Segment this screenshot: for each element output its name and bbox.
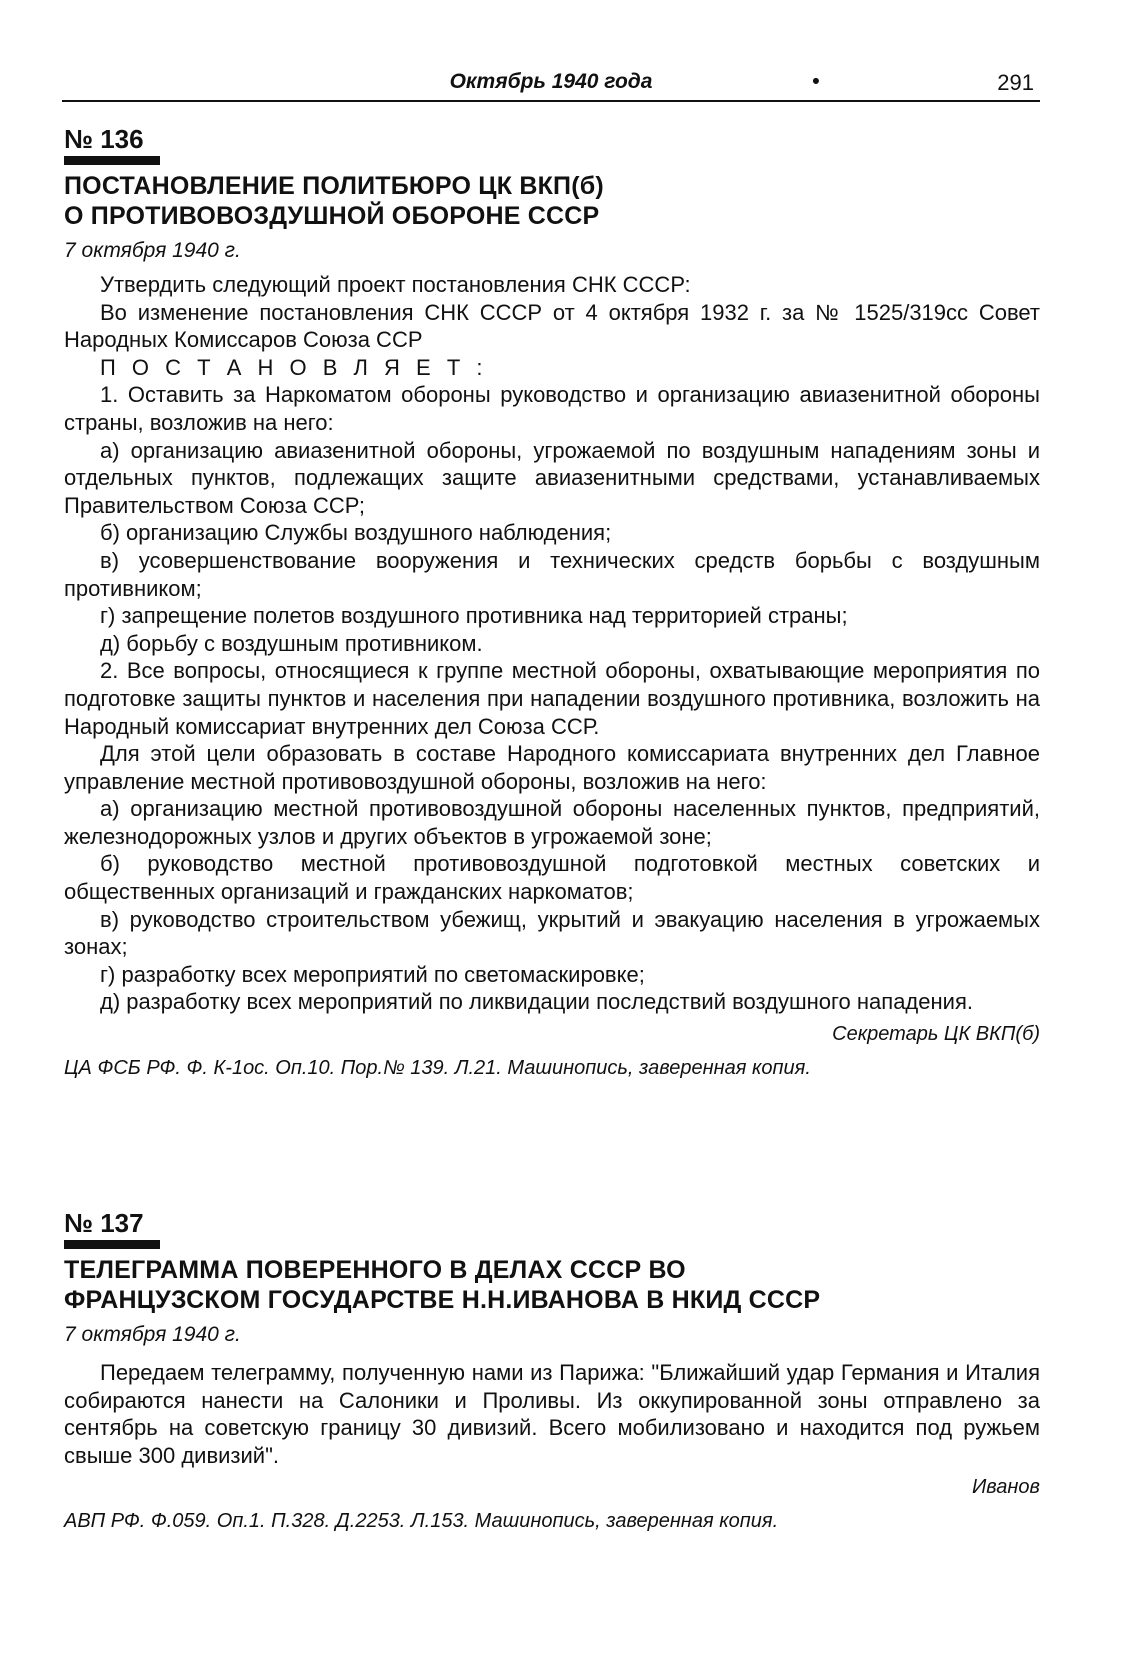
doc-136-para-1: Утвердить следующий проект постановления СНК СССР:	[100, 272, 691, 297]
doc-136-para-4: 1. Оставить за Наркоматом обороны руководство и организацию авиазенитной обороны страны, возложив на него:	[64, 382, 1040, 435]
doc-137-para-1: Передаем телеграмму, полученную нами из Парижа: "Ближайший удар Германия и Италия собираются нанести на Салоники и Проливы. Из оккупированной зоны отправлено за сентябрь на советскую границу 30 дивизий. Всего мобилизовано и находится под ружьем свыше 300 дивизий".	[64, 1360, 1040, 1468]
doc-136-date: 7 октября 1940 г.	[64, 239, 241, 262]
header-title: Октябрь 1940 года	[449, 70, 653, 93]
doc-137-date: 7 октября 1940 г.	[64, 1323, 241, 1346]
doc-136-para-6: б) организацию Службы воздушного наблюдения;	[100, 520, 612, 546]
doc-136-para-2: Во изменение постановления СНК СССР от 4 октября 1932 г. за № 1525/319сс Совет Народных Комиссаров Союза ССР	[64, 299, 1040, 353]
page-number: 291	[997, 70, 1034, 95]
doc-137-signature: Иванов	[972, 1476, 1040, 1499]
header-dot: •	[812, 70, 820, 93]
running-header	[62, 66, 1040, 102]
doc-136-signature: Секретарь ЦК ВКП(б)	[832, 1023, 1040, 1046]
doc-136-number: № 136	[64, 124, 144, 154]
doc-137-number: № 137	[64, 1208, 144, 1238]
doc-136-body	[64, 271, 1040, 1016]
doc-137-body	[64, 1359, 1040, 1469]
doc-136-para-12: а) организацию местной противовоздушной обороны населенных пунктов, предприятий, железнодорожных узлов и других объектов в угрожаемой зоне;	[64, 796, 1040, 849]
doc-136-para-13: б) руководство местной противовоздушной подготовкой местных советских и общественных организаций и гражданских наркоматов;	[64, 851, 1040, 905]
doc-136-para-11: Для этой цели образовать в составе Народного комиссариата внутренних дел Главное управление местной противовоздушной обороны, возложив на него:	[64, 741, 1040, 794]
doc-136-resolves: П О С Т А Н О В Л Я Е Т :	[100, 354, 488, 380]
doc-136-para-15: г) разработку всех мероприятий по светомаскировке;	[100, 961, 645, 987]
doc-137-title-line-2: ФРАНЦУЗСКОМ ГОСУДАРСТВЕ Н.Н.ИВАНОВА В НКИД СССР	[64, 1286, 821, 1314]
doc-136-para-14: в) руководство строительством убежищ, укрытий и эвакуацию населения в угрожаемых зонах;	[64, 906, 1040, 960]
doc-136-para-10: 2. Все вопросы, относящиеся к группе местной обороны, охватывающие мероприятия по подготовке защиты пунктов и населения при нападении воздушного противника, возложить на Народный комиссариат внутренних дел Союза ССР.	[64, 658, 1040, 739]
doc-136-archive-ref: ЦА ФСБ РФ. Ф. К-1ос. Оп.10. Пор.№ 139. Л.21. Машинопись, заверенная копия.	[64, 1057, 811, 1080]
doc-136-para-16: д) разработку всех мероприятий по ликвидации последствий воздушного нападения.	[100, 989, 973, 1015]
doc-137-title-line-1: ТЕЛЕГРАММА ПОВЕРЕННОГО В ДЕЛАХ СССР ВО	[64, 1256, 686, 1284]
document-137	[64, 1208, 1040, 1535]
doc-136-para-9: д) борьбу с воздушным противником.	[100, 630, 483, 656]
doc-136-para-8: г) запрещение полетов воздушного противника над территорией страны;	[100, 603, 848, 629]
document-136	[64, 124, 1040, 1082]
doc-136-para-7: в) усовершенствование вооружения и технических средств борьбы с воздушным противником;	[64, 547, 1040, 601]
doc-136-para-5: а) организацию авиазенитной обороны, угрожаемой по воздушным нападениям зоны и отдельных пунктов, подлежащих защите авиазенитными средствами, устанавливаемых Правительством Союза ССР;	[64, 437, 1040, 518]
doc-136-title-line-2: О ПРОТИВОВОЗДУШНОЙ ОБОРОНЕ СССР	[64, 202, 600, 230]
doc-137-archive-ref: АВП РФ. Ф.059. Оп.1. П.328. Д.2253. Л.153. Машинопись, заверенная копия.	[64, 1510, 779, 1533]
doc-137-rule	[64, 1240, 160, 1249]
doc-136-rule	[64, 156, 160, 165]
doc-136-title-line-1: ПОСТАНОВЛЕНИЕ ПОЛИТБЮРО ЦК ВКП(б)	[64, 172, 604, 200]
